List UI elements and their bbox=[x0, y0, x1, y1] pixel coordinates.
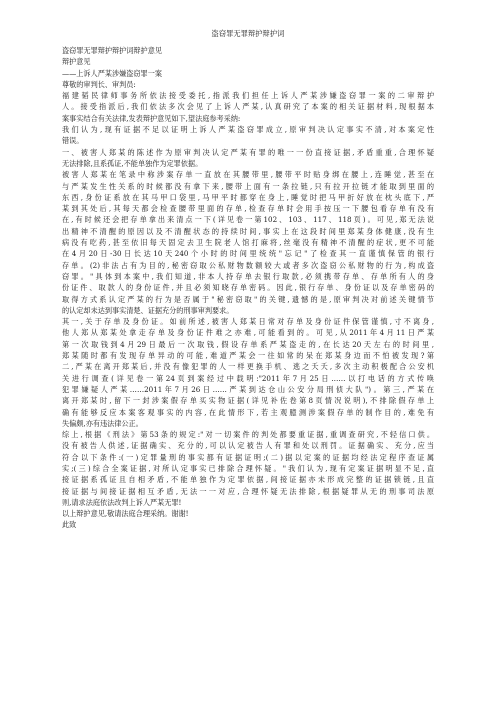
body-line: 辩护意见 bbox=[62, 57, 91, 67]
body-line: 无法排除,且系孤证,不能单独作为定罪依据。 bbox=[62, 158, 203, 168]
body-line: 则,请求法庭依法改判上诉人严某无罪! bbox=[62, 497, 182, 507]
body-line: 其一,关于存单及身份证。如前所述,被害人郑某日常对存单及身份证件保管谨慎,寸不离身, bbox=[62, 317, 434, 327]
body-line: 东西,身份证系放在其马甲口袋里,马甲平时都穿在身上,睡觉时把马甲折好放在枕头底下,严 bbox=[62, 192, 434, 202]
body-line: 没有被告人供述,证据确实、充分的,可以认定被告人有罪和处以刑罚。证据确实、充分,应当 bbox=[62, 441, 434, 451]
document-title: 盗窃罪无罪辩护辩护词 bbox=[211, 29, 285, 38]
body-line: 符合以下条件:(一)定罪量刑的事实都有证据证明;(二)据以定案的证据均经法定程序查证属 bbox=[62, 452, 434, 462]
body-line: 福建韬民律师事务所依法接受委托,指派我们担任上诉人严某涉嫌盗窃罪一案的二审辩护 bbox=[62, 91, 434, 101]
body-line: 关进行调查(详见卷一第24页到案经过中载明:"2011年7月25日……以打电话的方式传唤 bbox=[62, 373, 434, 383]
body-line: 错误。 bbox=[62, 136, 84, 146]
body-line: 病没有吃药,甚至依旧每天固定去卫生院老人馆打麻将,丝毫没有精神不清醒的症状,更不可能 bbox=[62, 238, 434, 248]
body-line: 的认定却未达到事实清楚、证据充分的刑事审判要求。 bbox=[62, 305, 234, 315]
body-line: 在,有时候还会把存单拿出来清点一下(详见卷一第102、103、117、118页)。可见,郑无法说 bbox=[62, 215, 434, 225]
body-line: 窃罪。"具体到本案中,我们知道,非本人持存单去银行取款,必须携带存单、存单所有人的身 bbox=[62, 271, 434, 281]
body-line: 他人郑从郑某处拿走存单及身份证件难之亦难,可能看到的。可见,从2011年4月11日严某 bbox=[62, 328, 434, 338]
body-line: 人。接受指派后,我们依法多次会见了上诉人严某,认真研究了本案的相关证据材料,现根据本 bbox=[62, 102, 434, 112]
body-line: 在4月20日-30日长达10天240个小时的时间里统统"忘记"了检查其一直谨慎保管的银行 bbox=[62, 249, 434, 259]
body-line: 接证据系孤证且自相矛盾,不能单独作为定罪依据,间接证据亦未形成完整的证据锁链,且直 bbox=[62, 475, 434, 485]
document-page bbox=[62, 0, 434, 531]
body-line: 失偏颇,亦有违法律公正。 bbox=[62, 418, 143, 428]
body-line: 实;(三)综合全案证据,对所认定事实已排除合理怀疑。"我们认为,现有定案证据明显不足,直 bbox=[62, 463, 434, 473]
body-line: 某到其处后,其每天都会检查腰带里面的存单,检查存单时会用手按压一下腰包看存单有没有 bbox=[62, 204, 434, 214]
body-line: 犯罪嫌疑人严某……2011年7月26日……严某到达仓山公安分局刑侦大队")。第三,严某在 bbox=[62, 384, 434, 394]
body-line: 一、被害人郑某的陈述作为原审判决认定严某有罪的唯一一份直接证据,矛盾重重,合理怀疑 bbox=[62, 147, 434, 157]
body-line: 第一次取钱到4月29日最后一次取钱,假设存单系严某盗走的,在长达20天左右的时间里, bbox=[62, 339, 434, 349]
body-line: 郑某随时都有发现存单异动的可能,难道严某会一往如常的呆在郑某身边而不怕被发现?第 bbox=[62, 351, 434, 361]
body-line: ——上诉人严某涉嫌盗窃罪一案 bbox=[62, 68, 162, 78]
body-line: 以上辩护意见,敬请法庭合理采纳。谢谢! bbox=[62, 509, 189, 519]
body-line: 被害人郑某在笔录中称涉案存单一直放在其腰带里,腰带平时贴身绑在腰上,连睡觉,甚至在 bbox=[62, 170, 434, 180]
body-line: 份证件、取款人的身份证件,并且必须知晓存单密码。因此,银行存单、身份证以及存单密码的 bbox=[62, 283, 434, 293]
body-line: 此致 bbox=[62, 520, 77, 530]
body-line: 与严某发生性关系的时候都没有拿下来,腰带上面有一条拉链,只有拉开拉链才能取到里面的 bbox=[62, 181, 434, 191]
body-line: 取得方式系认定严某的行为是否属于"秘密窃取"的关键,遗憾的是,原审判决对前述关键情节 bbox=[62, 294, 434, 304]
document-body bbox=[62, 45, 434, 531]
body-line: 案事实结合有关法律,发表辩护意见如下,望法庭参考采纳: bbox=[62, 113, 241, 123]
body-line: 我们认为,现有证据不足以证明上诉人严某盗窃罪成立,原审判决认定事实不清,对本案定性 bbox=[62, 125, 434, 135]
body-line: 确有能够反应本案客观事实的内容,在此情形下,若主观臆测涉案假存单的制作目的,难免有 bbox=[62, 407, 434, 417]
body-line: 存单。(2)非法占有为目的,秘密窃取公私财物数额较大或者多次盗窃公私财物的行为,构成盗 bbox=[62, 260, 434, 270]
body-line: 二,严某在离开郑某后,并没有像犯罪的人一样更换手机、逃之夭夭,多次主动积极配合公安机 bbox=[62, 362, 434, 372]
body-line: 尊敬的审判长、审判员: bbox=[62, 79, 136, 89]
body-line: 接证据与间接证据相互矛盾,无法一一对应,合理怀疑无法排除,根据疑罪从无的刑事司法原 bbox=[62, 486, 434, 496]
body-line: 离开郑某时,留下一封涉案假存单买实物证据(详见补佐卷第8页情况说明),不排除假存单上 bbox=[62, 396, 434, 406]
body-line: 综上,根据《刑法》第53条的规定:"对一切案件的判处都要重证据,重调查研究,不轻信口供。 bbox=[62, 430, 434, 440]
body-line: 盗窃罪无罪辩护辩护词辩护意见 bbox=[62, 46, 162, 55]
body-line: 出精神不清醒的原因以及不清醒状态的持续时间,事实上在这段时间里郑某身体健康,没有生 bbox=[62, 226, 434, 236]
